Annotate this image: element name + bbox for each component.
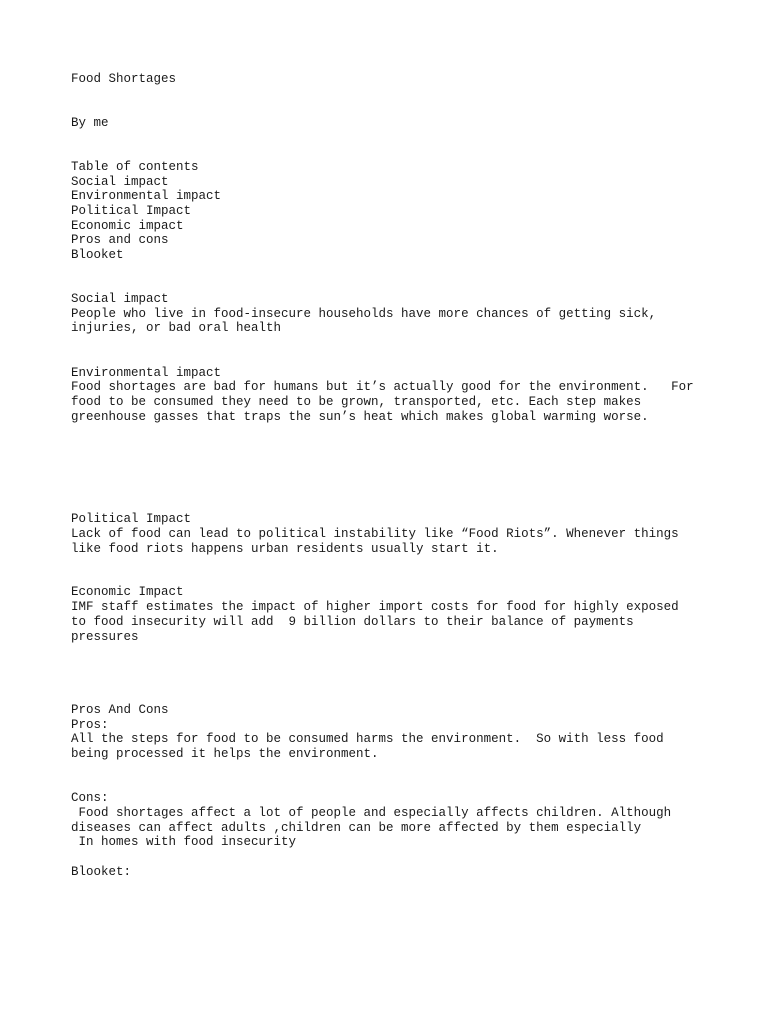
political-heading: Political Impact [71,512,192,526]
economic-heading: Economic Impact [71,585,184,599]
toc-item-social: Social impact [71,175,169,189]
pros-label: Pros: [71,718,109,732]
cons-text-line: In homes with food insecurity [71,835,297,849]
toc-item-political: Political Impact [71,204,192,218]
toc-item-blooket: Blooket [71,248,124,262]
cons-text-line: Food shortages affect a lot of people and especially affects children. Although [71,806,672,820]
toc-item-economic: Economic impact [71,219,184,233]
social-text-line: injuries, or bad oral health [71,321,282,335]
social-heading: Social impact [71,292,169,306]
cons-label: Cons: [71,791,109,805]
political-text-line: like food riots happens urban residents usually start it. [71,542,499,556]
cons-text-line: diseases can affect adults ,children can be more affected by them especially [71,821,642,835]
pros-cons-heading: Pros And Cons [71,703,169,717]
document-title: Food Shortages [71,72,177,86]
pros-text-line: being processed it helps the environment. [71,747,379,761]
economic-text-line: to food insecurity will add 9 billion dollars to their balance of payments [71,615,634,629]
economic-text-line: IMF staff estimates the impact of higher import costs for food for highly exposed [71,600,679,614]
environmental-heading: Environmental impact [71,366,222,380]
environmental-text-line: greenhouse gasses that traps the sun’s heat which makes global warming worse. [71,410,649,424]
environmental-text-line: food to be consumed they need to be grown, transported, etc. Each step makes [71,395,642,409]
toc-heading: Table of contents [71,160,199,174]
document-byline: By me [71,116,109,130]
toc-item-environmental: Environmental impact [71,189,222,203]
economic-text-line: pressures [71,630,139,644]
environmental-text-line: Food shortages are bad for humans but it’s actually good for the environment. For [71,380,694,394]
social-text-line: People who live in food-insecure households have more chances of getting sick, [71,307,657,321]
toc-item-pros-cons: Pros and cons [71,233,169,247]
blooket-label: Blooket: [71,865,132,879]
pros-text-line: All the steps for food to be consumed harms the environment. So with less food [71,732,664,746]
political-text-line: Lack of food can lead to political instability like “Food Riots”. Whenever things [71,527,679,541]
